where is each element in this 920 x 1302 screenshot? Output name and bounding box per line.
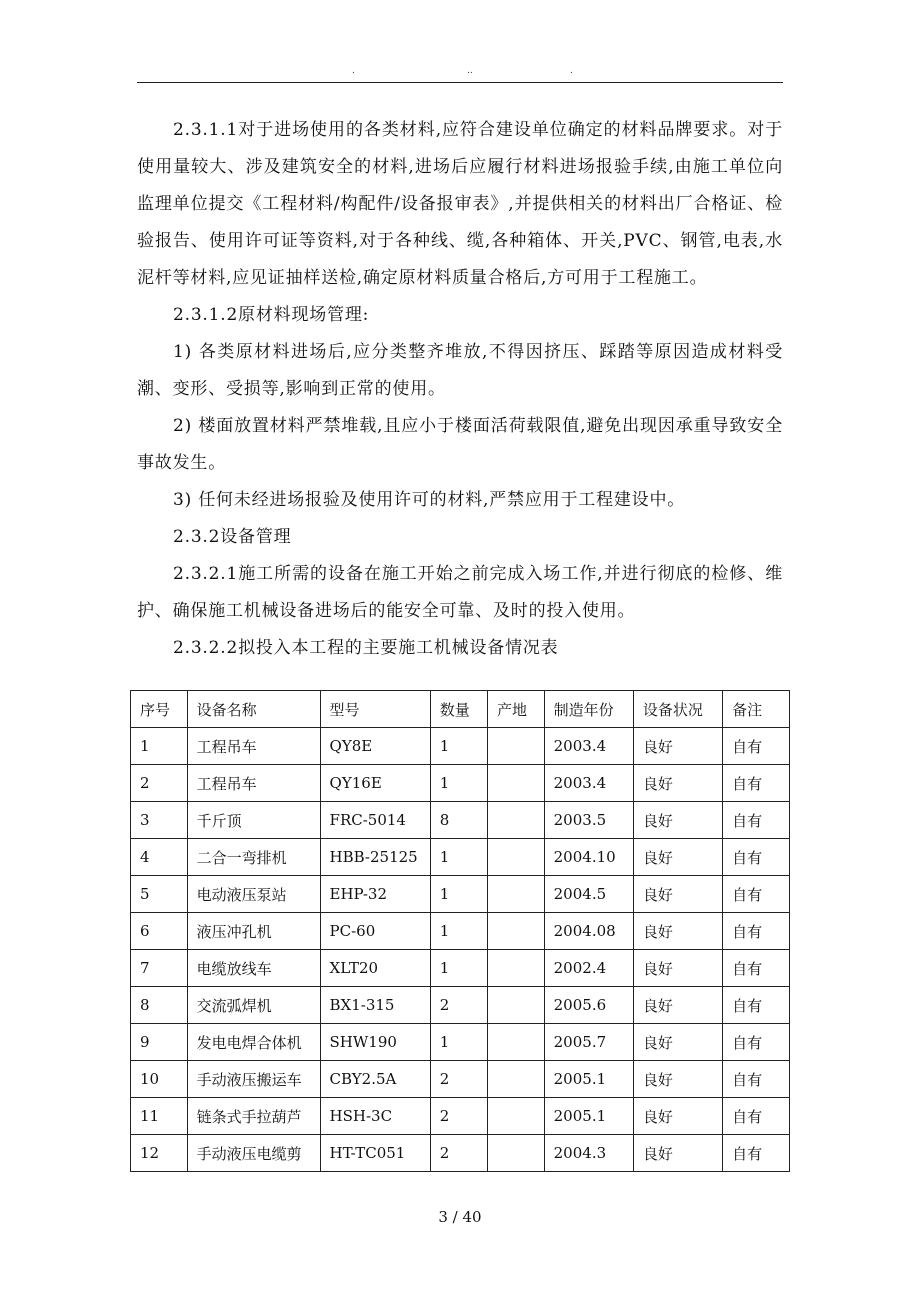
cell-origin: [488, 1061, 545, 1098]
cell-condition: 良好: [633, 839, 722, 876]
cell-origin: [488, 913, 545, 950]
cell-quantity: 1: [430, 728, 487, 765]
cell-equipment-name: 发电电焊合体机: [187, 1024, 320, 1061]
table-row: [131, 839, 790, 876]
cell-origin: [488, 802, 545, 839]
cell-condition: 良好: [633, 987, 722, 1024]
cell-quantity: 2: [430, 1135, 487, 1172]
cell-condition: 良好: [633, 950, 722, 987]
cell-year: 2005.1: [544, 1061, 633, 1098]
table-body: [131, 728, 790, 1172]
table-row: [131, 1024, 790, 1061]
cell-condition: 良好: [633, 802, 722, 839]
cell-equipment-name: 工程吊车: [187, 728, 320, 765]
cell-condition: 良好: [633, 876, 722, 913]
equipment-table: [130, 690, 790, 1172]
table-row: [131, 765, 790, 802]
header-mark: ..: [467, 66, 473, 76]
header-divider: [137, 82, 783, 83]
cell-remarks: 自有: [723, 839, 790, 876]
header-mark: .: [570, 66, 573, 76]
cell-year: 2004.10: [544, 839, 633, 876]
cell-year: 2004.3: [544, 1135, 633, 1172]
cell-equipment-name: 液压冲孔机: [187, 913, 320, 950]
paragraph-rule-2: 2) 楼面放置材料严禁堆载,且应小于楼面活荷载限值,避免出现因承重导致安全事故发生。: [137, 416, 783, 473]
cell-quantity: 1: [430, 950, 487, 987]
cell-remarks: 自有: [723, 913, 790, 950]
cell-remarks: 自有: [723, 1061, 790, 1098]
cell-year: 2005.1: [544, 1098, 633, 1135]
cell-model: CBY2.5A: [320, 1061, 430, 1098]
cell-origin: [488, 728, 545, 765]
cell-model: HT-TC051: [320, 1135, 430, 1172]
cell-year: 2003.5: [544, 802, 633, 839]
cell-equipment-name: 电缆放线车: [187, 950, 320, 987]
cell-equipment-name: 交流弧焊机: [187, 987, 320, 1024]
cell-condition: 良好: [633, 1024, 722, 1061]
cell-year: 2004.08: [544, 913, 633, 950]
cell-origin: [488, 765, 545, 802]
cell-model: XLT20: [320, 950, 430, 987]
document-body: [137, 112, 783, 667]
cell-index: 5: [131, 876, 188, 913]
cell-year: 2003.4: [544, 728, 633, 765]
cell-quantity: 8: [430, 802, 487, 839]
cell-year: 2005.6: [544, 987, 633, 1024]
cell-index: 12: [131, 1135, 188, 1172]
table-row: [131, 1135, 790, 1172]
cell-remarks: 自有: [723, 876, 790, 913]
cell-model: HSH-3C: [320, 1098, 430, 1135]
paragraph-rule-3: 3) 任何未经进场报验及使用许可的材料,严禁应用于工程建设中。: [173, 490, 686, 510]
cell-model: HBB-25125: [320, 839, 430, 876]
header-quantity: 数量: [430, 691, 487, 728]
paragraph-site-management-heading: 2.3.1.2原材料现场管理:: [173, 305, 370, 325]
cell-model: BX1-315: [320, 987, 430, 1024]
cell-year: 2005.7: [544, 1024, 633, 1061]
table-row: [131, 1098, 790, 1135]
cell-condition: 良好: [633, 1098, 722, 1135]
cell-model: EHP-32: [320, 876, 430, 913]
cell-equipment-name: 链条式手拉葫芦: [187, 1098, 320, 1135]
table-row: [131, 950, 790, 987]
cell-remarks: 自有: [723, 765, 790, 802]
cell-index: 9: [131, 1024, 188, 1061]
cell-equipment-name: 工程吊车: [187, 765, 320, 802]
cell-origin: [488, 1098, 545, 1135]
cell-origin: [488, 1024, 545, 1061]
cell-condition: 良好: [633, 1061, 722, 1098]
cell-quantity: 1: [430, 913, 487, 950]
table-row: [131, 913, 790, 950]
cell-year: 2003.4: [544, 765, 633, 802]
cell-quantity: 2: [430, 987, 487, 1024]
cell-condition: 良好: [633, 913, 722, 950]
section-heading-equipment: 2.3.2设备管理: [173, 527, 292, 547]
cell-quantity: 1: [430, 765, 487, 802]
cell-remarks: 自有: [723, 1098, 790, 1135]
header-mark: .: [352, 66, 355, 76]
cell-index: 10: [131, 1061, 188, 1098]
table-row: [131, 1061, 790, 1098]
cell-condition: 良好: [633, 728, 722, 765]
cell-quantity: 2: [430, 1098, 487, 1135]
cell-quantity: 1: [430, 876, 487, 913]
cell-remarks: 自有: [723, 1135, 790, 1172]
cell-equipment-name: 手动液压电缆剪: [187, 1135, 320, 1172]
cell-year: 2002.4: [544, 950, 633, 987]
cell-index: 4: [131, 839, 188, 876]
cell-origin: [488, 950, 545, 987]
cell-index: 6: [131, 913, 188, 950]
cell-remarks: 自有: [723, 987, 790, 1024]
header-condition: 设备状况: [633, 691, 722, 728]
cell-index: 7: [131, 950, 188, 987]
header-model: 型号: [320, 691, 430, 728]
paragraph-rule-1: 1) 各类原材料进场后,应分类整齐堆放,不得因挤压、踩踏等原因造成材料受潮、变形、受损等,影响到正常的使用。: [137, 342, 783, 399]
cell-index: 3: [131, 802, 188, 839]
cell-index: 11: [131, 1098, 188, 1135]
cell-condition: 良好: [633, 1135, 722, 1172]
cell-index: 1: [131, 728, 188, 765]
cell-condition: 良好: [633, 765, 722, 802]
cell-equipment-name: 二合一弯排机: [187, 839, 320, 876]
header-remarks: 备注: [723, 691, 790, 728]
table-title: 2.3.2.2拟投入本工程的主要施工机械设备情况表: [173, 638, 559, 658]
cell-model: QY8E: [320, 728, 430, 765]
cell-index: 8: [131, 987, 188, 1024]
cell-model: SHW190: [320, 1024, 430, 1061]
cell-remarks: 自有: [723, 1024, 790, 1061]
table-row: [131, 876, 790, 913]
cell-origin: [488, 987, 545, 1024]
cell-model: PC-60: [320, 913, 430, 950]
cell-remarks: 自有: [723, 950, 790, 987]
table-header-row: [131, 691, 790, 728]
table-row: [131, 802, 790, 839]
cell-origin: [488, 876, 545, 913]
cell-remarks: 自有: [723, 802, 790, 839]
cell-year: 2004.5: [544, 876, 633, 913]
cell-equipment-name: 电动液压泵站: [187, 876, 320, 913]
table-row: [131, 728, 790, 765]
header-year: 制造年份: [544, 691, 633, 728]
table-row: [131, 987, 790, 1024]
page-number: 3 / 40: [438, 1208, 482, 1226]
header-origin: 产地: [488, 691, 545, 728]
cell-equipment-name: 手动液压搬运车: [187, 1061, 320, 1098]
paragraph-material-brand: 2.3.1.1对于进场使用的各类材料,应符合建设单位确定的材料品牌要求。对于使用量较大、涉及建筑安全的材料,进场后应履行材料进场报验手续,由施工单位向监理单位提交《工程材料/构配件/设备报审表》,并提供相关的材料出厂合格证、检验报告、使用许可证等资料,对于各种线、缆,各种箱体、开关,PVC、钢管,电表,水泥杆等材料,应见证抽样送检,确定原材料质量合格后,方可用于工程施工。: [137, 120, 783, 288]
cell-index: 2: [131, 765, 188, 802]
cell-quantity: 2: [430, 1061, 487, 1098]
cell-origin: [488, 839, 545, 876]
cell-origin: [488, 1135, 545, 1172]
header-equipment-name: 设备名称: [187, 691, 320, 728]
cell-equipment-name: 千斤顶: [187, 802, 320, 839]
cell-remarks: 自有: [723, 728, 790, 765]
cell-model: QY16E: [320, 765, 430, 802]
paragraph-equipment-entry: 2.3.2.1施工所需的设备在施工开始之前完成入场工作,并进行彻底的检修、维护、确保施工机械设备进场后的能安全可靠、及时的投入使用。: [137, 564, 783, 621]
header-marks: [137, 66, 783, 80]
header-index: 序号: [131, 691, 188, 728]
cell-quantity: 1: [430, 839, 487, 876]
cell-quantity: 1: [430, 1024, 487, 1061]
cell-model: FRC-5014: [320, 802, 430, 839]
